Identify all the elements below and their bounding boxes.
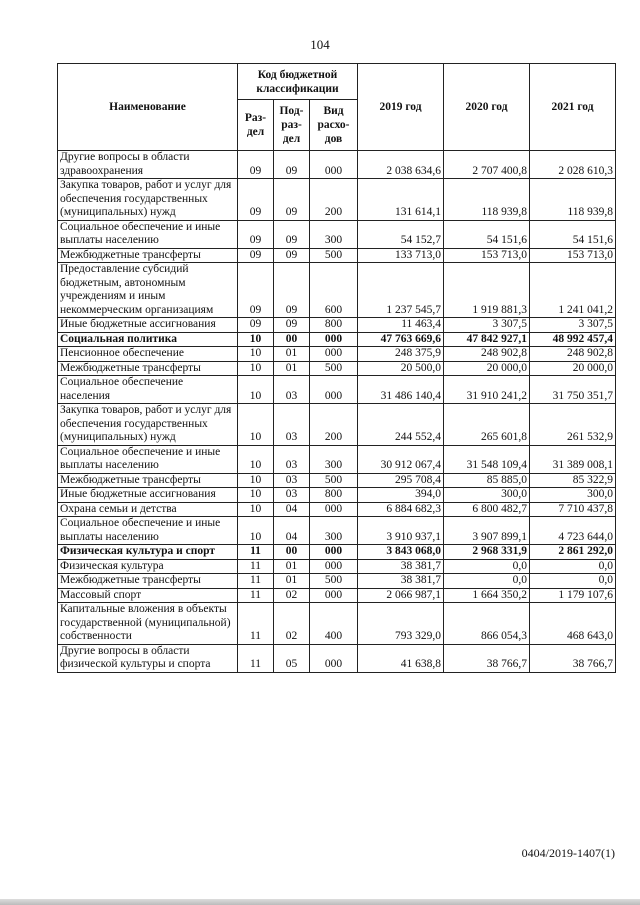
header-budget-code: Код бюджетной классификации [238, 64, 358, 100]
cell-podrazdel: 00 [274, 332, 310, 347]
cell-name: Социальное обеспечение и иные выплаты населению [58, 445, 238, 473]
cell-razdel: 11 [238, 545, 274, 560]
cell-y2020: 265 601,8 [444, 404, 530, 446]
cell-razdel: 09 [238, 179, 274, 221]
cell-y2020: 0,0 [444, 574, 530, 589]
cell-y2020: 2 968 331,9 [444, 545, 530, 560]
cell-y2021: 2 028 610,3 [530, 151, 616, 179]
cell-y2020: 31 910 241,2 [444, 376, 530, 404]
cell-name: Закупка товаров, работ и услуг для обеспечения государственных (муниципальных) нужд [58, 404, 238, 446]
cell-y2020: 85 885,0 [444, 473, 530, 488]
cell-y2020: 0,0 [444, 559, 530, 574]
cell-podrazdel: 09 [274, 220, 310, 248]
cell-y2019: 47 763 669,6 [358, 332, 444, 347]
table-row [58, 574, 616, 589]
cell-y2021: 20 000,0 [530, 361, 616, 376]
cell-name: Закупка товаров, работ и услуг для обеспечения государственных (муниципальных) нужд [58, 179, 238, 221]
cell-y2020: 866 054,3 [444, 603, 530, 645]
cell-y2020: 31 548 109,4 [444, 445, 530, 473]
cell-y2021: 31 389 008,1 [530, 445, 616, 473]
table-row [58, 517, 616, 545]
cell-vid: 200 [310, 404, 358, 446]
cell-y2021: 118 939,8 [530, 179, 616, 221]
table-row [58, 445, 616, 473]
cell-y2020: 20 000,0 [444, 361, 530, 376]
cell-y2021: 261 532,9 [530, 404, 616, 446]
cell-y2019: 6 884 682,3 [358, 502, 444, 517]
cell-podrazdel: 02 [274, 588, 310, 603]
table-body [58, 151, 616, 673]
cell-razdel: 10 [238, 502, 274, 517]
cell-y2020: 1 919 881,3 [444, 263, 530, 318]
cell-name: Социальное обеспечение и иные выплаты населению [58, 517, 238, 545]
cell-podrazdel: 03 [274, 445, 310, 473]
cell-razdel: 10 [238, 376, 274, 404]
cell-podrazdel: 05 [274, 644, 310, 672]
table-row [58, 644, 616, 672]
cell-y2021: 48 992 457,4 [530, 332, 616, 347]
cell-razdel: 09 [238, 220, 274, 248]
cell-name: Физическая культура [58, 559, 238, 574]
cell-y2021: 0,0 [530, 574, 616, 589]
cell-y2019: 20 500,0 [358, 361, 444, 376]
table-row [58, 332, 616, 347]
cell-vid: 500 [310, 248, 358, 263]
cell-vid: 200 [310, 179, 358, 221]
cell-name: Предоставление субсидий бюджетным, автономным учреждениям и иным некоммерческим организациям [58, 263, 238, 318]
cell-y2019: 793 329,0 [358, 603, 444, 645]
cell-y2020: 153 713,0 [444, 248, 530, 263]
cell-razdel: 09 [238, 151, 274, 179]
cell-vid: 400 [310, 603, 358, 645]
cell-podrazdel: 03 [274, 404, 310, 446]
cell-y2019: 244 552,4 [358, 404, 444, 446]
cell-podrazdel: 01 [274, 559, 310, 574]
cell-podrazdel: 09 [274, 248, 310, 263]
cell-y2019: 3 910 937,1 [358, 517, 444, 545]
cell-name: Иные бюджетные ассигнования [58, 318, 238, 333]
cell-y2021: 54 151,6 [530, 220, 616, 248]
cell-razdel: 11 [238, 603, 274, 645]
cell-name: Социальное обеспечение и иные выплаты населению [58, 220, 238, 248]
cell-y2021: 1 179 107,6 [530, 588, 616, 603]
cell-y2021: 300,0 [530, 488, 616, 503]
cell-y2021: 2 861 292,0 [530, 545, 616, 560]
cell-podrazdel: 01 [274, 347, 310, 362]
cell-y2020: 47 842 927,1 [444, 332, 530, 347]
cell-y2019: 248 375,9 [358, 347, 444, 362]
cell-podrazdel: 04 [274, 502, 310, 517]
cell-razdel: 09 [238, 318, 274, 333]
cell-podrazdel: 09 [274, 263, 310, 318]
cell-podrazdel: 09 [274, 318, 310, 333]
cell-podrazdel: 09 [274, 179, 310, 221]
table-row [58, 179, 616, 221]
cell-podrazdel: 03 [274, 473, 310, 488]
cell-y2020: 118 939,8 [444, 179, 530, 221]
cell-vid: 800 [310, 318, 358, 333]
table-row [58, 376, 616, 404]
cell-razdel: 11 [238, 574, 274, 589]
table-row [58, 588, 616, 603]
page-number: 104 [310, 37, 330, 52]
header-year-2019: 2019 год [358, 64, 444, 151]
cell-podrazdel: 09 [274, 151, 310, 179]
cell-name: Капитальные вложения в объекты государственной (муниципальной) собственности [58, 603, 238, 645]
cell-y2020: 6 800 482,7 [444, 502, 530, 517]
cell-vid: 600 [310, 263, 358, 318]
cell-vid: 300 [310, 517, 358, 545]
cell-y2021: 38 766,7 [530, 644, 616, 672]
cell-podrazdel: 03 [274, 488, 310, 503]
header-name: Наименование [58, 64, 238, 151]
cell-razdel: 11 [238, 644, 274, 672]
cell-y2019: 41 638,8 [358, 644, 444, 672]
document-code: 0404/2019-1407(1) [521, 846, 615, 860]
cell-vid: 000 [310, 376, 358, 404]
table-row [58, 559, 616, 574]
cell-y2020: 300,0 [444, 488, 530, 503]
table-row [58, 318, 616, 333]
cell-y2020: 1 664 350,2 [444, 588, 530, 603]
cell-razdel: 09 [238, 263, 274, 318]
cell-name: Физическая культура и спорт [58, 545, 238, 560]
table-row [58, 347, 616, 362]
cell-name: Социальная политика [58, 332, 238, 347]
table-row [58, 263, 616, 318]
cell-vid: 000 [310, 545, 358, 560]
cell-y2021: 7 710 437,8 [530, 502, 616, 517]
cell-y2020: 2 707 400,8 [444, 151, 530, 179]
cell-y2020: 54 151,6 [444, 220, 530, 248]
table-row [58, 248, 616, 263]
cell-podrazdel: 01 [274, 361, 310, 376]
cell-vid: 300 [310, 220, 358, 248]
table-row [58, 603, 616, 645]
table-row [58, 151, 616, 179]
cell-y2019: 131 614,1 [358, 179, 444, 221]
cell-razdel: 10 [238, 347, 274, 362]
cell-vid: 000 [310, 559, 358, 574]
cell-vid: 800 [310, 488, 358, 503]
cell-y2020: 248 902,8 [444, 347, 530, 362]
cell-y2020: 3 307,5 [444, 318, 530, 333]
header-year-2020: 2020 год [444, 64, 530, 151]
cell-razdel: 09 [238, 248, 274, 263]
scan-edge [0, 899, 640, 905]
cell-y2019: 30 912 067,4 [358, 445, 444, 473]
table-row [58, 361, 616, 376]
cell-razdel: 10 [238, 473, 274, 488]
header-year-2021: 2021 год [530, 64, 616, 151]
cell-razdel: 10 [238, 517, 274, 545]
cell-name: Социальное обеспечение населения [58, 376, 238, 404]
cell-name: Другие вопросы в области физической культуры и спорта [58, 644, 238, 672]
cell-podrazdel: 01 [274, 574, 310, 589]
cell-vid: 000 [310, 151, 358, 179]
cell-vid: 500 [310, 361, 358, 376]
cell-name: Межбюджетные трансферты [58, 361, 238, 376]
cell-y2019: 2 066 987,1 [358, 588, 444, 603]
cell-vid: 000 [310, 347, 358, 362]
cell-y2019: 54 152,7 [358, 220, 444, 248]
cell-y2020: 38 766,7 [444, 644, 530, 672]
cell-y2019: 1 237 545,7 [358, 263, 444, 318]
cell-y2019: 31 486 140,4 [358, 376, 444, 404]
cell-name: Иные бюджетные ассигнования [58, 488, 238, 503]
header-expense-type: Вид расхо-дов [310, 100, 358, 151]
cell-razdel: 10 [238, 445, 274, 473]
cell-name: Массовый спорт [58, 588, 238, 603]
cell-name: Межбюджетные трансферты [58, 248, 238, 263]
cell-podrazdel: 03 [274, 376, 310, 404]
cell-razdel: 10 [238, 404, 274, 446]
cell-y2019: 38 381,7 [358, 559, 444, 574]
cell-y2021: 31 750 351,7 [530, 376, 616, 404]
cell-vid: 000 [310, 332, 358, 347]
cell-y2019: 2 038 634,6 [358, 151, 444, 179]
cell-y2019: 394,0 [358, 488, 444, 503]
cell-y2021: 0,0 [530, 559, 616, 574]
table-row [58, 502, 616, 517]
cell-podrazdel: 00 [274, 545, 310, 560]
cell-y2021: 4 723 644,0 [530, 517, 616, 545]
cell-y2019: 3 843 068,0 [358, 545, 444, 560]
cell-y2021: 1 241 041,2 [530, 263, 616, 318]
cell-vid: 500 [310, 574, 358, 589]
table-row [58, 488, 616, 503]
cell-name: Пенсионное обеспечение [58, 347, 238, 362]
cell-name: Охрана семьи и детства [58, 502, 238, 517]
cell-vid: 300 [310, 445, 358, 473]
cell-y2021: 85 322,9 [530, 473, 616, 488]
table-row [58, 473, 616, 488]
cell-y2021: 248 902,8 [530, 347, 616, 362]
table-row [58, 545, 616, 560]
cell-y2019: 295 708,4 [358, 473, 444, 488]
cell-y2019: 11 463,4 [358, 318, 444, 333]
cell-name: Межбюджетные трансферты [58, 574, 238, 589]
cell-y2020: 3 907 899,1 [444, 517, 530, 545]
cell-y2021: 3 307,5 [530, 318, 616, 333]
table-row [58, 220, 616, 248]
budget-table [57, 63, 616, 673]
cell-name: Другие вопросы в области здравоохранения [58, 151, 238, 179]
cell-name: Межбюджетные трансферты [58, 473, 238, 488]
cell-razdel: 10 [238, 488, 274, 503]
cell-y2021: 153 713,0 [530, 248, 616, 263]
cell-vid: 000 [310, 644, 358, 672]
header-section: Раз-дел [238, 100, 274, 151]
cell-razdel: 11 [238, 559, 274, 574]
cell-razdel: 11 [238, 588, 274, 603]
cell-razdel: 10 [238, 332, 274, 347]
cell-vid: 000 [310, 502, 358, 517]
cell-podrazdel: 04 [274, 517, 310, 545]
cell-podrazdel: 02 [274, 603, 310, 645]
cell-y2019: 38 381,7 [358, 574, 444, 589]
table-row [58, 404, 616, 446]
cell-vid: 500 [310, 473, 358, 488]
cell-y2019: 133 713,0 [358, 248, 444, 263]
cell-y2021: 468 643,0 [530, 603, 616, 645]
cell-razdel: 10 [238, 361, 274, 376]
header-subsection: Под-раз-дел [274, 100, 310, 151]
cell-vid: 000 [310, 588, 358, 603]
